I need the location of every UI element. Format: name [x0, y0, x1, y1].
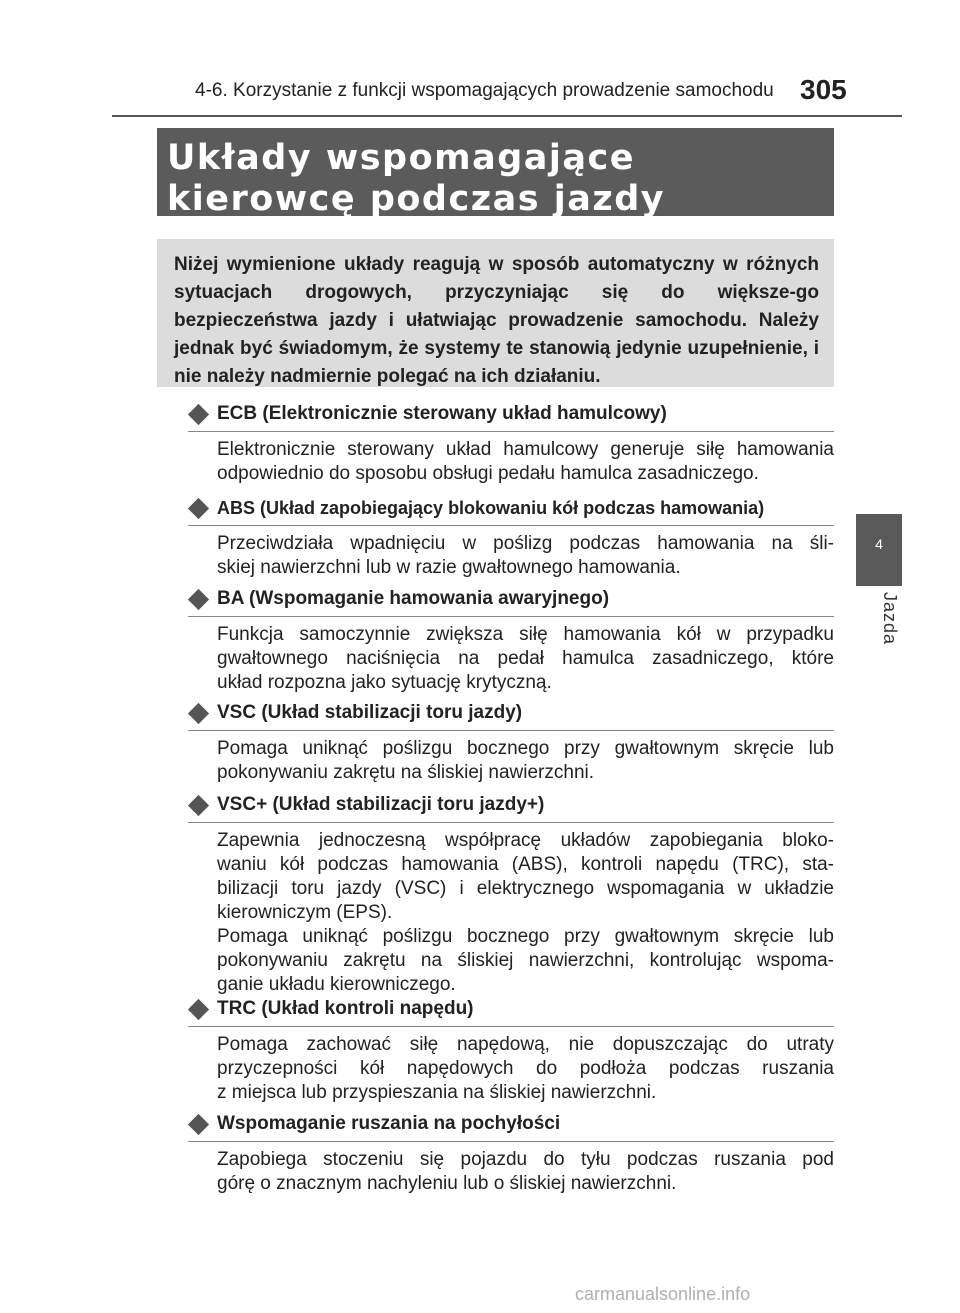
section-heading: VSC+ (Układ stabilizacji toru jazdy+): [188, 790, 834, 820]
section-divider: [188, 730, 834, 731]
section-body: Zapobiega stoczeniu się pojazdu do tyłu podczas ruszania pod górę o znacznym nachyleniu lub o śliskiej nawierzchni.: [217, 1149, 834, 1194]
diamond-bullet-icon: [188, 1113, 209, 1134]
section-heading: Wspomaganie ruszania na pochyłości: [188, 1109, 834, 1139]
intro-box: [157, 239, 834, 387]
section-divider: [188, 525, 834, 526]
section-ecb: [188, 399, 834, 486]
section-heading: TRC (Układ kontroli napędu): [188, 994, 834, 1024]
section-body: Przeciwdziała wpadnięciu w poślizg podczas hamowania na śli- skiej nawierzchni lub w razie gwałtownego hamowania.: [217, 533, 834, 578]
section-body: Funkcja samoczynnie zwiększa siłę hamowania kół w przypadku gwałtownego naciśnięcia na pedał hamulca zasadniczego, które układ rozpozna jako sytuację krytyczną.: [217, 624, 834, 693]
watermark: carmanualsonline.info: [575, 1284, 751, 1304]
header-divider: [112, 115, 902, 117]
chapter-tab-number: 4: [875, 536, 883, 552]
diamond-bullet-icon: [188, 403, 209, 424]
page-number: 305: [800, 74, 847, 105]
section-body: Pomaga uniknąć poślizgu bocznego przy gwałtownym skręcie lub pokonywaniu zakrętu na śliskiej nawierzchni.: [217, 738, 834, 783]
section-heading: VSC (Układ stabilizacji toru jazdy): [188, 698, 834, 728]
section-heading: ABS (Układ zapobiegający blokowaniu kół podczas hamowania): [188, 493, 834, 523]
intro-text: Niżej wymienione układy reagują w sposób automatyczny w różnych sytuacjach drogowych, przyczyniając się do większe-go bezpieczeństwa jazdy i ułatwiając prowadzenie samochodu. Należy jednak być świadomym, że systemy te stanowią jedynie uzupełnienie, i nie należy nadmiernie polegać na ich działaniu.: [174, 254, 819, 387]
section-vsc-plus: [188, 790, 834, 997]
section-divider: [188, 616, 834, 617]
diamond-bullet-icon: [188, 702, 209, 723]
page-title: Układy wspomagające kierowcę podczas jazdy: [167, 138, 666, 219]
section-vsc: [188, 698, 834, 785]
diamond-bullet-icon: [188, 588, 209, 609]
section-body: Zapewnia jednoczesną współpracę układów zapobiegania bloko- waniu kół podczas hamowania (ABS), kontroli napędu (TRC), sta- bilizacji toru jazdy (VSC) i elektrycznego wspomagania w układzie kierowniczym (EPS). Pomaga uniknąć poślizgu bocznego przy gwałtownym skręcie lub pokonywaniu zakrętu na śliskiej nawierzchni, kontrolując wspoma- ganie układu kierowniczego.: [217, 830, 834, 995]
section-body: Elektronicznie sterowany układ hamulcowy generuje siłę hamowania odpowiednio do sposobu obsługi pedału hamulca zasadniczego.: [217, 439, 834, 484]
section-divider: [188, 1141, 834, 1142]
title-banner: [157, 128, 834, 219]
section-divider: [188, 1026, 834, 1027]
section-divider: [188, 822, 834, 823]
section-heading: BA (Wspomaganie hamowania awaryjnego): [188, 584, 834, 614]
section-trc: [188, 994, 834, 1105]
diamond-bullet-icon: [188, 998, 209, 1019]
chapter-tab-label: Jazda: [880, 592, 900, 646]
section-hill-start: [188, 1109, 834, 1196]
section-ba: [188, 584, 834, 695]
diamond-bullet-icon: [188, 794, 209, 815]
chapter-tab[interactable]: [856, 514, 902, 586]
section-abs: [188, 493, 834, 580]
section-heading: ECB (Elektronicznie sterowany układ hamulcowy): [188, 399, 834, 429]
diamond-bullet-icon: [188, 497, 209, 518]
section-divider: [188, 431, 834, 432]
chapter-header: 4-6. Korzystanie z funkcji wspomagających prowadzenie samochodu: [195, 80, 774, 101]
section-body: Pomaga zachować siłę napędową, nie dopuszczając do utraty przyczepności kół napędowych do podłoża podczas ruszania z miejsca lub przyspieszania na śliskiej nawierzchni.: [217, 1034, 834, 1103]
